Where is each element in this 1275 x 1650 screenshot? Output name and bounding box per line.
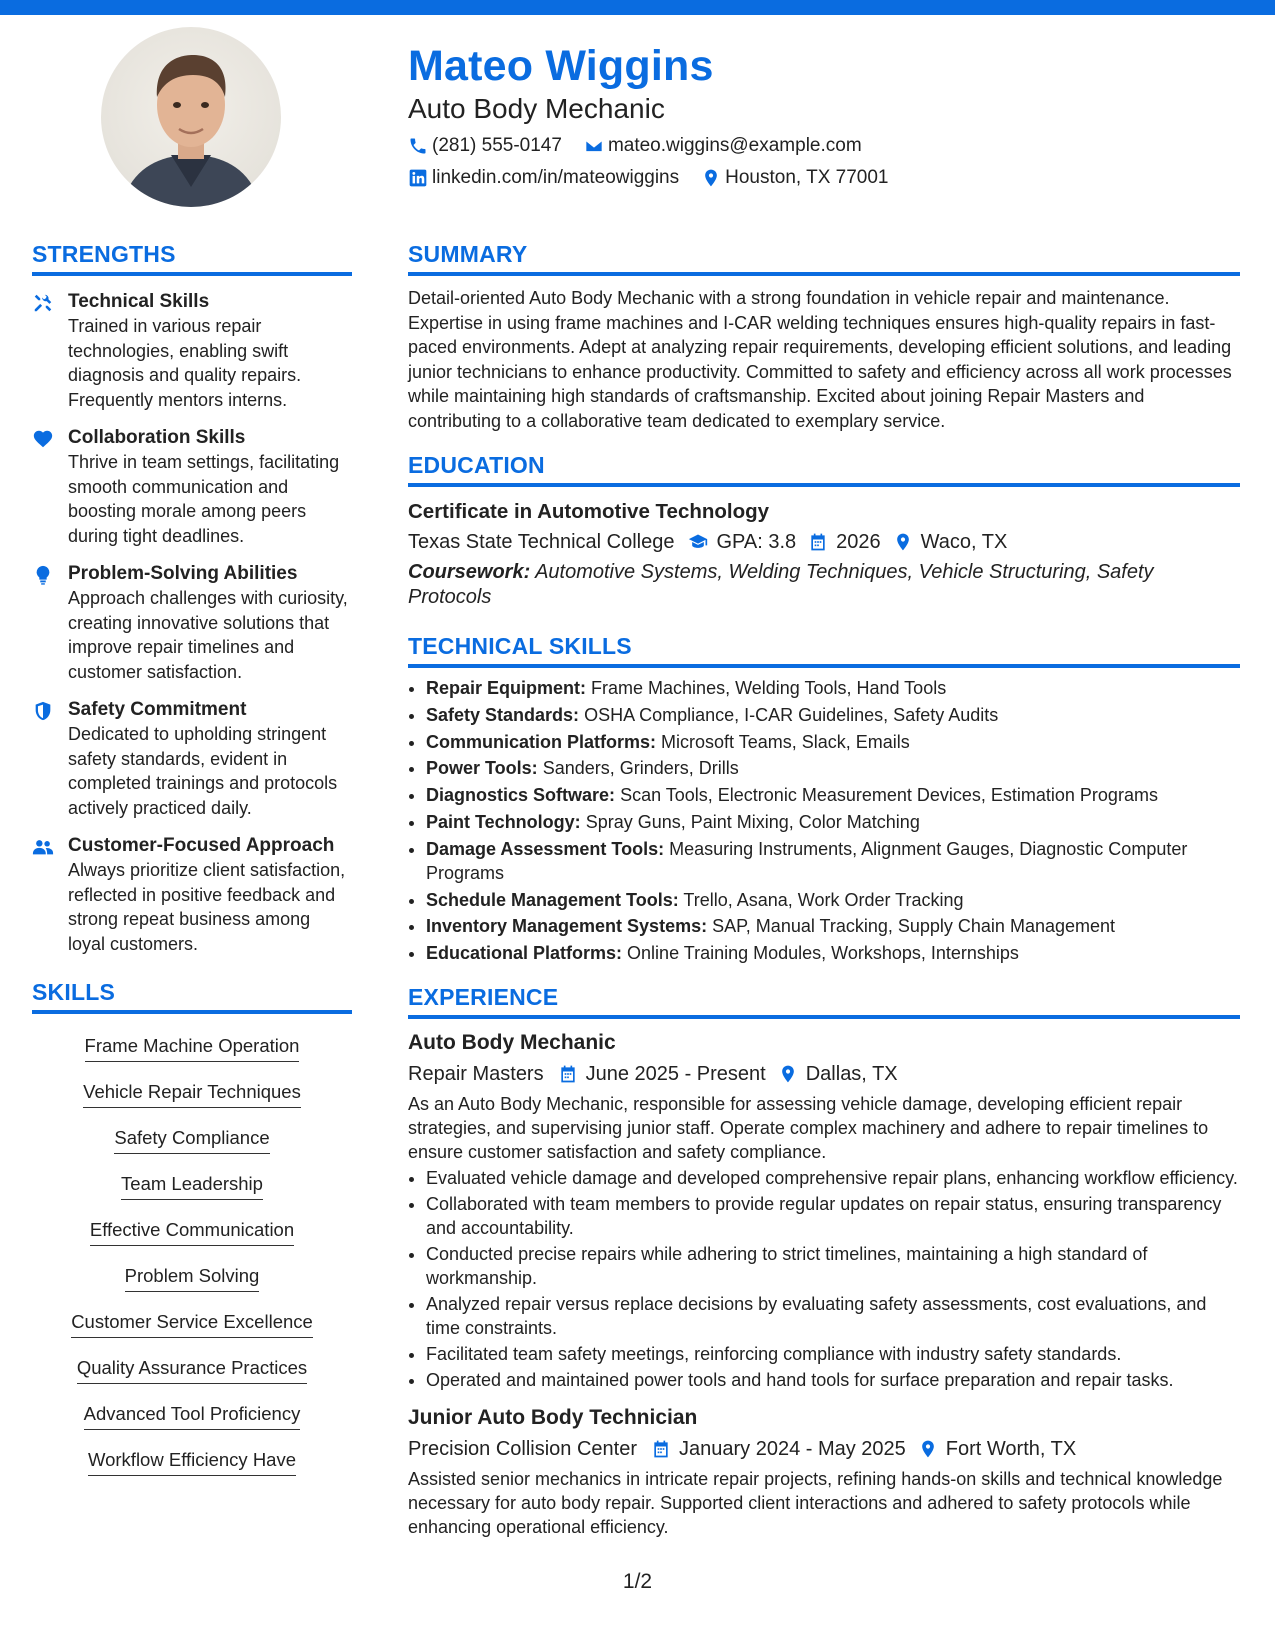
list-item: • Facilitated team safety meetings, reinforcing compliance with industry safety standards. — [426, 1342, 1240, 1366]
tech-label: Safety Standards: — [426, 704, 580, 725]
skill-item: Quality Assurance Practices — [77, 1355, 307, 1384]
skill-item: Frame Machine Operation — [85, 1033, 300, 1062]
job-location: Dallas, TX — [805, 1063, 898, 1086]
list-item — [426, 730, 1240, 754]
contact-row-1 — [408, 134, 1238, 158]
calendar-icon — [651, 1439, 671, 1459]
profile-photo-illustration — [101, 27, 281, 207]
skill-item: Safety Compliance — [114, 1125, 269, 1154]
skill-item: Advanced Tool Proficiency — [84, 1401, 301, 1430]
calendar-icon — [808, 532, 828, 552]
shield-icon — [32, 700, 54, 722]
linkedin-text: linkedin.com/in/mateowiggins — [432, 167, 680, 188]
skill-item: Customer Service Excellence — [71, 1309, 313, 1338]
location-pin-icon — [893, 532, 913, 552]
job-dates: January 2024 - May 2025 — [678, 1438, 906, 1461]
technical-skills-list — [408, 676, 1240, 965]
strength-item — [32, 562, 352, 684]
technical-skills-heading: TECHNICAL SKILLS — [408, 632, 1240, 668]
strength-desc: Dedicated to upholding stringent safety standards, evident in completed trainings and protocols actively practiced daily. — [68, 724, 338, 818]
strength-item — [32, 834, 352, 956]
list-item — [426, 810, 1240, 834]
strength-desc: Approach challenges with curiosity, creating innovative solutions that improve repair timelines and customer satisfaction. — [68, 588, 348, 682]
list-item: • Collaborated with team members to provide regular updates on repair status, ensuring transparency and accountability. — [426, 1192, 1240, 1240]
tech-label: Schedule Management Tools: — [426, 889, 679, 910]
summary-text: Detail-oriented Auto Body Mechanic with a strong foundation in vehicle repair and maintenance. Expertise in using frame machines and I-CAR welding techniques ensures high-quality repairs in fast-paced environments. Adept at analyzing repair requirements, developing efficient solutions, and leading junior technicians to enhance productivity. Committed to safety and efficiency across all work processes while maintaining high standards of craftsmanship. Excited about joining Repair Masters and contributing to a collaborative team dedicated to exemplary service. — [408, 288, 1232, 431]
list-item — [426, 756, 1240, 780]
list-item — [426, 914, 1240, 938]
skill-item: Vehicle Repair Techniques — [83, 1079, 301, 1108]
strength-title: Collaboration Skills — [68, 427, 246, 448]
email-text: mateo.wiggins@example.com — [607, 135, 862, 156]
list-item: • Evaluated vehicle damage and developed comprehensive repair plans, enhancing workflow efficiency. — [426, 1166, 1240, 1190]
lightbulb-icon — [32, 564, 54, 586]
list-item — [426, 837, 1240, 885]
location-pin-icon — [701, 168, 721, 188]
page-number: 1/2 — [622, 1570, 653, 1593]
job-location: Fort Worth, TX — [945, 1438, 1077, 1461]
strength-item — [32, 698, 352, 820]
education-heading: EDUCATION — [408, 451, 1240, 487]
skill-item: Team Leadership — [121, 1171, 263, 1200]
phone-icon — [408, 136, 428, 156]
education-location: Waco, TX — [920, 531, 1008, 553]
tech-label: Power Tools: — [426, 758, 538, 779]
strength-title: Safety Commitment — [68, 699, 247, 720]
skill-item: Effective Communication — [90, 1217, 294, 1246]
tech-value: Scan Tools, Electronic Measurement Devices, Estimation Programs — [620, 785, 1158, 806]
top-accent-bar — [0, 0, 1275, 15]
location-pin-icon — [778, 1064, 798, 1084]
job-meta — [408, 1435, 1240, 1463]
strength-title: Problem-Solving Abilities — [68, 563, 298, 584]
tech-value: Measuring Instruments, Alignment Gauges, Diagnostic Computer Programs — [426, 838, 1188, 883]
tech-value: SAP, Manual Tracking, Supply Chain Management — [712, 916, 1116, 937]
tech-value: Sanders, Grinders, Drills — [542, 758, 739, 779]
strength-desc: Always prioritize client satisfaction, reflected in positive feedback and strong repeat business among loyal customers. — [68, 860, 346, 954]
job-company: Repair Masters — [408, 1063, 544, 1086]
tech-label: Diagnostics Software: — [426, 785, 616, 806]
candidate-title: Auto Body Mechanic — [408, 93, 665, 124]
education-degree: Certificate in Automotive Technology — [408, 500, 770, 523]
list-item: • Conducted precise repairs while adhering to strict timelines, maintaining a high standard of workmanship. — [426, 1242, 1240, 1290]
skills-heading: SKILLS — [32, 978, 352, 1014]
contact-location — [701, 166, 888, 190]
job-description: Assisted senior mechanics in intricate repair projects, refining hands-on skills and technical knowledge necessary for auto body repair. Supported client interactions and adhered to safety protocols while enhancing operational efficiency. — [408, 1469, 1223, 1538]
tech-value: Trello, Asana, Work Order Tracking — [683, 889, 964, 910]
contact-row-2 — [408, 166, 1238, 190]
tech-label: Communication Platforms: — [426, 731, 657, 752]
skill-item: Problem Solving — [125, 1263, 260, 1292]
location-text: Houston, TX 77001 — [725, 167, 889, 188]
tech-label: Paint Technology: — [426, 811, 581, 832]
envelope-icon — [584, 136, 604, 156]
skills-list — [32, 1024, 352, 1484]
tech-label: Inventory Management Systems: — [426, 916, 708, 937]
job-title: Auto Body Mechanic — [408, 1031, 616, 1055]
education-year: 2026 — [836, 531, 881, 553]
profile-photo — [101, 27, 281, 207]
job-dates: June 2025 - Present — [585, 1063, 766, 1086]
list-item: • Operated and maintained power tools and hand tools for surface preparation and repair tasks. — [426, 1368, 1240, 1392]
strength-title: Customer-Focused Approach — [68, 835, 335, 856]
location-pin-icon — [918, 1439, 938, 1459]
left-column — [32, 240, 352, 1484]
list-item — [426, 676, 1240, 700]
contact-phone[interactable] — [408, 134, 562, 158]
list-item — [426, 888, 1240, 912]
strengths-heading: STRENGTHS — [32, 240, 352, 276]
summary-heading: SUMMARY — [408, 240, 1240, 276]
tech-value: Frame Machines, Welding Tools, Hand Tools — [591, 678, 947, 698]
tech-label: Educational Platforms: — [426, 943, 623, 964]
resume-header — [408, 40, 1238, 190]
list-item — [426, 783, 1240, 807]
strength-desc: Thrive in team settings, facilitating smooth communication and boosting morale among peers during tight deadlines. — [68, 452, 340, 546]
tech-label: Repair Equipment: — [426, 678, 587, 698]
education-school: Texas State Technical College — [408, 531, 675, 553]
linkedin-icon — [408, 168, 428, 188]
calendar-icon — [558, 1064, 578, 1084]
contact-linkedin[interactable] — [408, 166, 679, 190]
strength-title: Technical Skills — [68, 291, 210, 312]
graduation-cap-icon — [688, 532, 708, 552]
education-meta — [408, 528, 1240, 556]
list-item: • Analyzed repair versus replace decisions by evaluating safety assessments, cost evaluations, and time constraints. — [426, 1292, 1240, 1340]
education-gpa: GPA: 3.8 — [716, 531, 797, 553]
list-item — [426, 703, 1240, 727]
tech-value: Spray Guns, Paint Mixing, Color Matching — [585, 811, 920, 832]
list-item — [426, 941, 1240, 965]
strength-desc: Trained in various repair technologies, enabling swift diagnosis and quality repairs. Frequently mentors interns. — [68, 316, 302, 410]
skill-item: Workflow Efficiency Have — [88, 1447, 296, 1476]
tech-value: Microsoft Teams, Slack, Emails — [661, 731, 910, 752]
job-meta — [408, 1060, 1240, 1088]
education-coursework — [408, 560, 1240, 610]
tech-label: Damage Assessment Tools: — [426, 838, 665, 859]
job-bullets — [408, 1166, 1240, 1392]
users-icon — [32, 836, 54, 858]
phone-text: (281) 555-0147 — [432, 135, 562, 156]
coursework-label: Coursework: — [408, 561, 531, 583]
strength-item — [32, 290, 352, 412]
strength-item — [32, 426, 352, 548]
experience-heading: EXPERIENCE — [408, 983, 1240, 1019]
tools-icon — [32, 292, 54, 314]
job-company: Precision Collision Center — [408, 1438, 637, 1461]
contact-email[interactable] — [584, 134, 862, 158]
tech-value: OSHA Compliance, I-CAR Guidelines, Safety Audits — [584, 704, 999, 725]
candidate-name: Mateo Wiggins — [408, 42, 714, 90]
job-title: Junior Auto Body Technician — [408, 1406, 698, 1430]
job-description: As an Auto Body Mechanic, responsible for assessing vehicle damage, developing efficient repair strategies, and supervising junior staff. Operate complex machinery and adhere to repair timelines to ensure customer satisfaction and safety compliance. — [408, 1094, 1209, 1163]
coursework-text: Automotive Systems, Welding Techniques, Vehicle Structuring, Safety Protocols — [408, 561, 1154, 608]
tech-value: Online Training Modules, Workshops, Internships — [627, 943, 1019, 964]
right-column — [408, 240, 1240, 1539]
heart-icon — [32, 428, 54, 450]
